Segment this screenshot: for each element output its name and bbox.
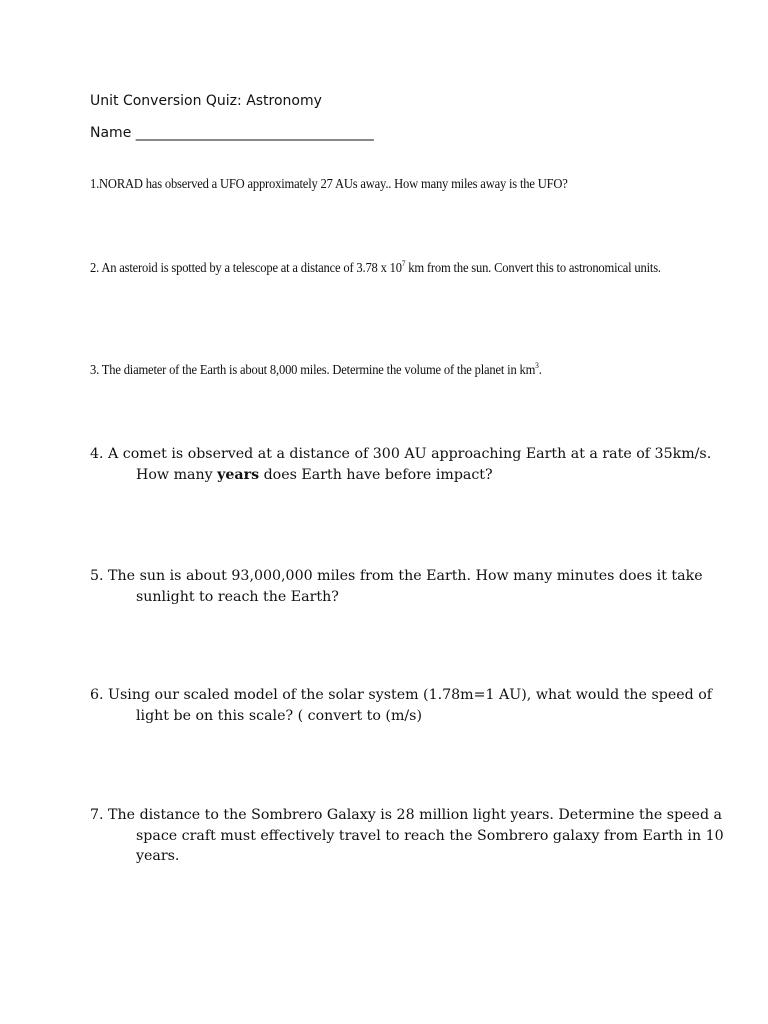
question-5-text: The sun is about 93,000,000 miles from the Earth. How many minutes does it take sunlight to reach the Earth? — [103, 568, 703, 605]
question-1 — [90, 176, 667, 192]
quiz-title-text: Unit Conversion Quiz: Astronomy — [90, 93, 322, 109]
question-2-number: 2. — [90, 260, 100, 275]
question-3-exponent: 3 — [535, 361, 539, 370]
question-1-text: NORAD has observed a UFO approximately 27 AUs away.. How many miles away is the UFO? — [99, 176, 568, 191]
question-1-number: 1. — [90, 176, 100, 191]
question-4 — [90, 444, 728, 485]
question-2-exponent: 7 — [401, 259, 406, 268]
question-4-number: 4. — [90, 446, 104, 462]
name-blank-field[interactable]: __________________________________ — [135, 125, 374, 141]
question-3-text-after: . — [538, 362, 542, 377]
question-3-text-before: The diameter of the Earth is about 8,000 miles. Determine the volume of the planet in km — [99, 362, 536, 377]
question-5 — [90, 566, 728, 607]
question-6-number: 6. — [90, 687, 104, 703]
question-5-number: 5. — [90, 568, 104, 584]
question-4-bold-word: years — [217, 466, 260, 483]
question-2-text-after: km from the sun. Convert this to astronomical units. — [405, 260, 661, 275]
question-2-text-before: An asteroid is spotted by a telescope at a distance of 3.78 x 10 — [99, 260, 402, 275]
question-7-text: The distance to the Sombrero Galaxy is 28 million light years. Determine the speed a space craft must effectively travel to reach the Sombrero galaxy from Earth in 10 years. — [103, 807, 724, 864]
question-6 — [90, 685, 728, 726]
question-2 — [90, 260, 667, 276]
name-line — [90, 123, 374, 143]
quiz-title — [90, 91, 322, 111]
question-7-number: 7. — [90, 807, 104, 823]
question-6-text: Using our scaled model of the solar system (1.78m=1 AU), what would the speed of light be on this scale? ( convert to (m/s) — [103, 687, 713, 724]
question-4-text-after: does Earth have before impact? — [259, 466, 493, 483]
name-label: Name — [90, 125, 132, 141]
question-3-number: 3. — [90, 362, 100, 377]
question-4-text-before: A comet is observed at a distance of 300 AU approaching Earth at a rate of 35km/s. How many — [103, 446, 712, 483]
question-7 — [90, 805, 736, 867]
question-3 — [90, 362, 667, 378]
